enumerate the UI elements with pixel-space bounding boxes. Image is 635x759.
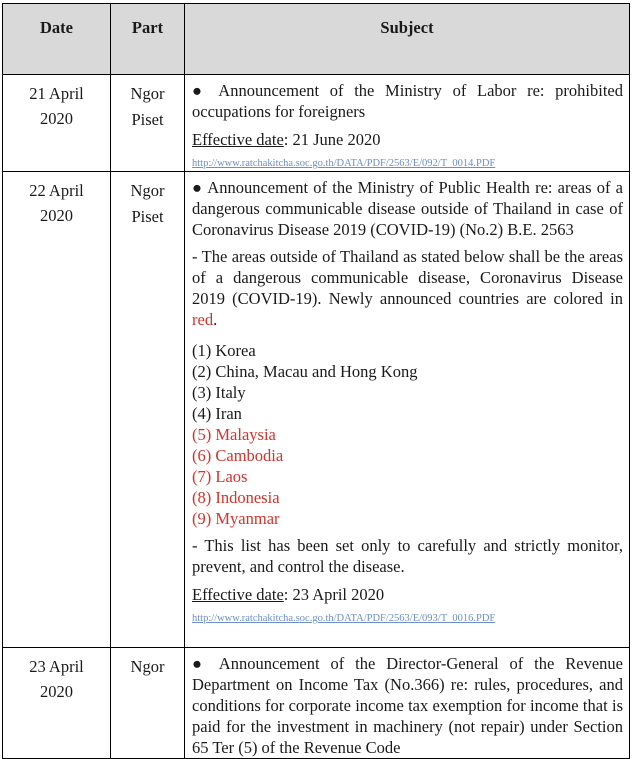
date-line: 2020 <box>40 109 73 128</box>
list-item: (9) Myanmar <box>192 509 280 528</box>
areas-text-end: . <box>213 310 218 329</box>
part-line: Ngor <box>130 657 165 676</box>
areas-red-word: red <box>192 310 214 329</box>
areas-text-body: - The areas outside of Thailand as stated below shall be the areas of a dangerous communicable disease, Coronavirus Disease 2019 (COVID-19). Newly announced countries are colored in <box>192 247 623 308</box>
table-row <box>3 648 630 759</box>
list-item: (5) Malaysia <box>192 425 276 444</box>
list-item: (7) Laos <box>192 467 248 486</box>
country-list <box>192 340 623 529</box>
header-row <box>3 4 630 75</box>
part-line: Piset <box>131 110 164 129</box>
announcements-table <box>2 3 630 759</box>
date-cell <box>3 648 111 759</box>
announcement-text: ● Announcement of the Director-General of the Revenue Department on Income Tax (No.366) re: rules, procedures, and conditions for corporate income tax exemption for income that is paid for the investment in machinery (not repair) under Section 65 Ter (5) of the Revenue Code <box>192 654 623 757</box>
list-item: (2) China, Macau and Hong Kong <box>192 362 418 381</box>
header-part: Part <box>111 4 185 75</box>
header-date: Date <box>3 4 111 75</box>
list-item: (4) Iran <box>192 404 242 423</box>
list-item: (6) Cambodia <box>192 446 284 465</box>
subject-cell <box>185 648 630 759</box>
date-line: 21 April <box>29 84 84 103</box>
part-cell <box>111 648 185 759</box>
table-row <box>3 172 630 648</box>
areas-text <box>192 246 623 330</box>
announcement-text: ● Announcement of the Ministry of Labor re: prohibited occupations for foreigners <box>192 81 623 121</box>
date-line: 2020 <box>40 206 73 225</box>
list-item: (3) Italy <box>192 383 246 402</box>
effective-date-label: Effective date <box>192 130 284 149</box>
list-item: (8) Indonesia <box>192 488 280 507</box>
subject-cell <box>185 172 630 648</box>
part-line: Piset <box>131 207 164 226</box>
note-text: - This list has been set only to carefully and strictly monitor, prevent, and control the disease. <box>192 536 623 576</box>
subject-cell <box>185 75 630 172</box>
part-cell <box>111 75 185 172</box>
part-line: Ngor <box>130 84 165 103</box>
date-line: 2020 <box>40 682 73 701</box>
effective-date-label: Effective date <box>192 585 284 604</box>
part-line: Ngor <box>130 181 165 200</box>
date-cell <box>3 75 111 172</box>
effective-date <box>192 130 623 150</box>
header-subject: Subject <box>185 4 630 75</box>
announcement-text: ● Announcement of the Ministry of Public Health re: areas of a dangerous communicable disease outside of Thailand in case of Coronavirus Disease 2019 (COVID-19) (No.2) B.E. 2563 <box>192 178 623 239</box>
effective-date-value: : 23 April 2020 <box>283 585 385 604</box>
part-cell <box>111 172 185 648</box>
date-cell <box>3 172 111 648</box>
date-line: 22 April <box>29 181 84 200</box>
gazette-link[interactable]: http://www.ratchakitcha.soc.go.th/DATA/PDF/2563/E/093/T_0016.PDF <box>192 613 496 624</box>
date-line: 23 April <box>29 657 84 676</box>
table-row <box>3 75 630 172</box>
effective-date <box>192 585 623 605</box>
gazette-link[interactable]: http://www.ratchakitcha.soc.go.th/DATA/PDF/2563/E/092/T_0014.PDF <box>192 158 496 169</box>
effective-date-value: : 21 June 2020 <box>283 130 381 149</box>
list-item: (1) Korea <box>192 341 256 360</box>
